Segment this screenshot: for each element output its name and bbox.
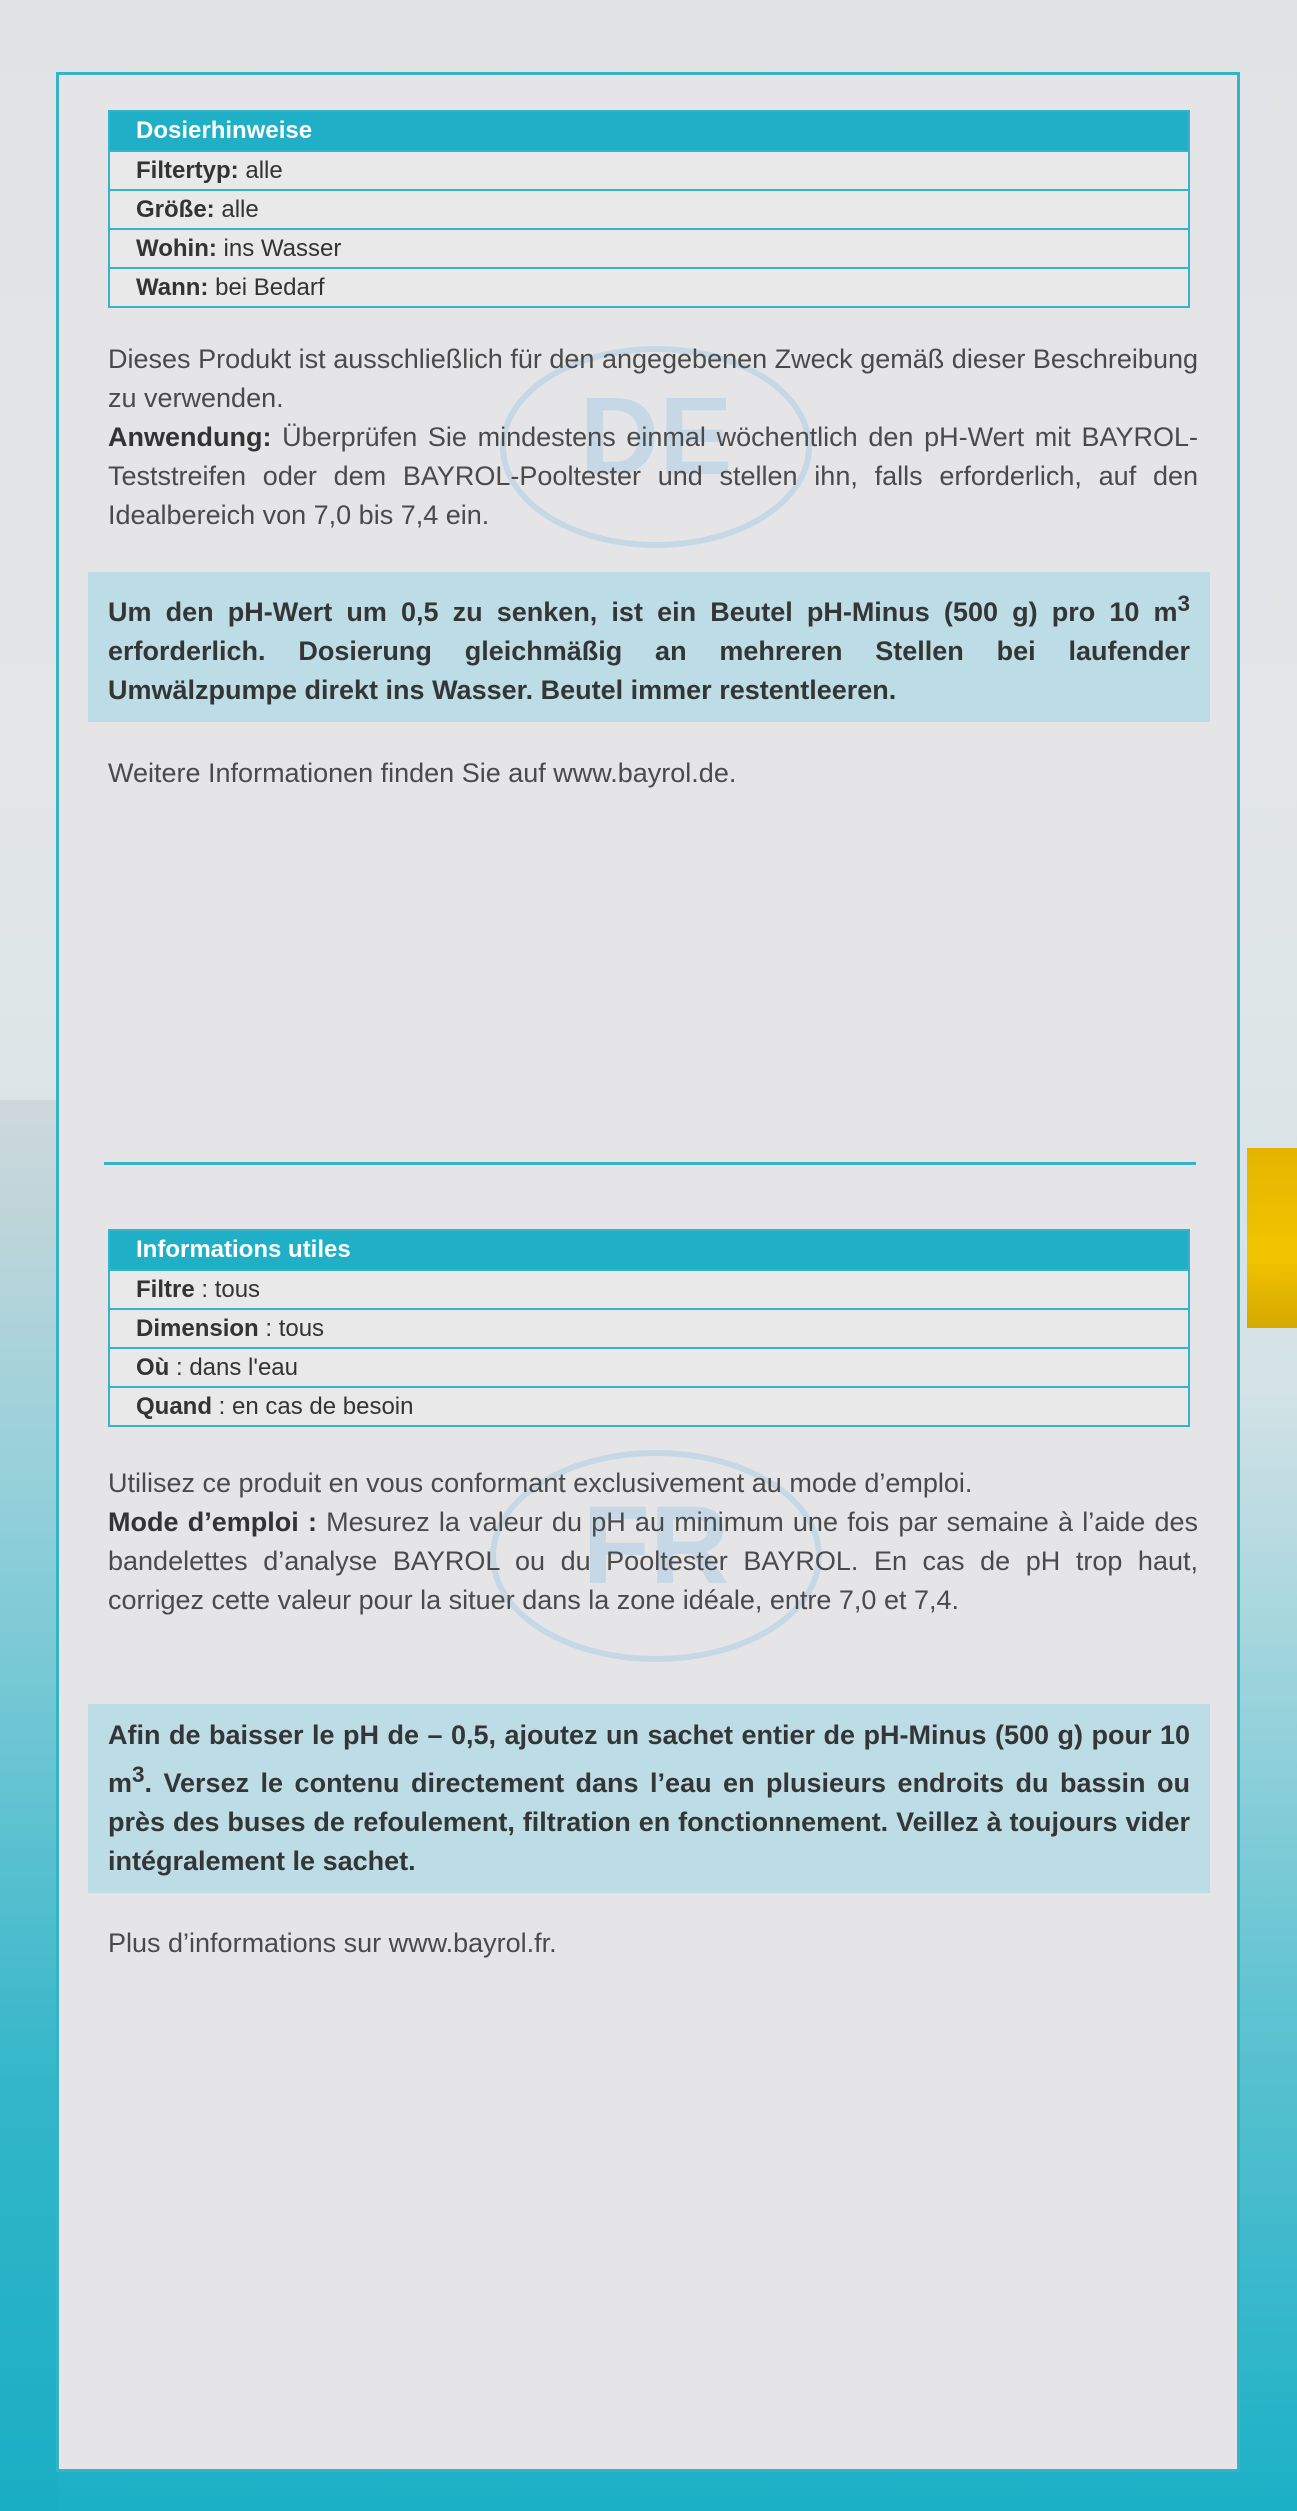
de-usage-text: Überprüfen Sie mindestens einmal wöchentlich den pH-Wert mit BAYROL-Teststreifen oder dem BAYROL-Pooltester und stellen ihn, falls erforderlich, auf den Idealbereich von 7,0 bis 7,4 ein. (108, 422, 1198, 530)
row-label: Dimension (136, 1315, 259, 1342)
row-value: alle (214, 196, 259, 223)
fr-usage-text: Mesurez la valeur du pH au minimum une fois par semaine à l’aide des bandelettes d’analyse BAYROL ou du Pooltester BAYROL. En cas de pH trop haut, corrigez cette valeur pour la situer dans la zone idéale, entre 7,0 et 7,4. (108, 1507, 1199, 1615)
fr-table-row-when (110, 1386, 1188, 1425)
fr-table-row-where (110, 1347, 1188, 1386)
fr-highlight-text: Afin de baisser le pH de – 0,5, ajoutez un sachet entier de pH-Minus (500 g) pour 10 m (108, 1720, 1190, 1798)
row-value: : en cas de besoin (212, 1393, 414, 1420)
de-usage-label: Anwendung: (108, 422, 272, 452)
fr-table-row-filter (110, 1269, 1188, 1308)
yellow-edge-decoration (1247, 1148, 1297, 1328)
row-label: Où (136, 1354, 170, 1381)
fr-highlight-text-cont: . Versez le contenu directement dans l’eau en plusieurs endroits du bassin ou près des buses de refoulement, filtration en fonctionnement. Veillez à toujours vider intégralement le sachet. (108, 1768, 1190, 1876)
row-value: : dans l'eau (169, 1354, 298, 1381)
section-divider (104, 1162, 1196, 1165)
row-label: Größe: (136, 196, 215, 223)
fr-info-table (108, 1229, 1190, 1427)
superscript: 3 (1177, 591, 1190, 616)
de-table-title: Dosierhinweise (110, 112, 1188, 150)
de-more-info: Weitere Informationen finden Sie auf www.bayrol.de. (108, 758, 737, 788)
row-value: : tous (194, 1276, 261, 1303)
fr-dosage-highlight (88, 1704, 1210, 1893)
fr-intro-paragraph (108, 1464, 1198, 1620)
fr-intro-text: Utilisez ce produit en vous conformant exclusivement au mode d’emploi. (108, 1468, 973, 1498)
de-intro-paragraph (108, 340, 1198, 535)
fr-usage-label: Mode d’emploi : (108, 1507, 317, 1537)
de-highlight-text: Um den pH-Wert um 0,5 zu senken, ist ein Beutel pH-Minus (500 g) pro 10 m (108, 597, 1178, 627)
water-splash-decoration (0, 1100, 58, 2511)
de-table-row-size (110, 189, 1188, 228)
de-highlight-text-cont: erforderlich. Dosierung gleichmäßig an mehreren Stellen bei laufender Umwälzpumpe direkt ins Wasser. Beutel immer restentleeren. (108, 636, 1190, 705)
row-label: Quand (136, 1393, 212, 1420)
row-label: Filtertyp: (136, 157, 239, 184)
row-label: Wann: (136, 274, 209, 301)
fr-table-row-dimension (110, 1308, 1188, 1347)
de-watermark-text: DE (579, 375, 733, 498)
fr-more-info: Plus d’informations sur www.bayrol.fr. (108, 1928, 557, 1958)
de-table-row-where (110, 228, 1188, 267)
row-label: Filtre (136, 1276, 195, 1303)
row-value: bei Bedarf (208, 274, 325, 301)
de-dosage-highlight (88, 572, 1210, 722)
superscript: 3 (132, 1762, 145, 1787)
row-value: alle (238, 157, 283, 184)
fr-table-title: Informations utiles (110, 1231, 1188, 1269)
de-dosage-table (108, 110, 1190, 308)
fr-watermark-text: FR (582, 1484, 730, 1607)
de-intro-text: Dieses Produkt ist ausschließlich für den angegebenen Zweck gemäß dieser Beschreibung zu verwenden. (108, 344, 1198, 413)
row-value: : tous (258, 1315, 325, 1342)
row-label: Wohin: (136, 235, 217, 262)
de-table-row-filter (110, 150, 1188, 189)
de-table-row-when (110, 267, 1188, 306)
row-value: ins Wasser (216, 235, 342, 262)
